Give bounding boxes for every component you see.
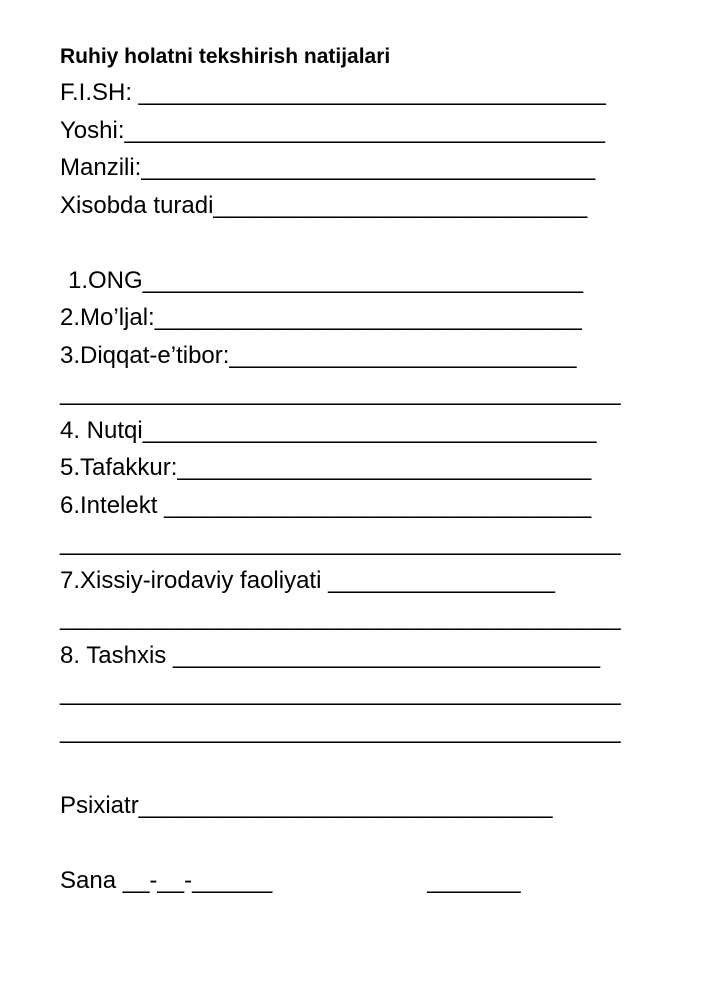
attention-field[interactable]: 3.Diqqat-e’tibor:__________________________: [60, 341, 577, 369]
diagnosis-continuation-line-1[interactable]: __________________________________________: [60, 679, 621, 706]
document-page: [60, 40, 660, 899]
emotional-continuation-line[interactable]: __________________________________________: [60, 604, 621, 631]
date-field[interactable]: Sana __-__-______: [60, 866, 273, 894]
signature-field[interactable]: _______: [427, 866, 521, 894]
diagnosis-continuation-line-2[interactable]: __________________________________________: [60, 716, 621, 744]
date-row: [60, 862, 660, 900]
attention-continuation-line[interactable]: __________________________________________: [60, 379, 621, 406]
psychiatrist-field[interactable]: Psixiatr_______________________________: [60, 791, 553, 819]
spacer: [60, 224, 660, 262]
intellect-field[interactable]: 6.Intelekt ________________________________: [60, 491, 592, 519]
address-field[interactable]: Manzili:__________________________________: [60, 154, 596, 181]
emotional-volitional-field[interactable]: 7.Xissiy-irodaviy faoliyati _________________: [60, 566, 555, 594]
diagnosis-field[interactable]: 8. Tashxis ________________________________: [60, 641, 601, 669]
fish-field[interactable]: F.I.SH: ___________________________________: [60, 79, 606, 106]
spacer: [60, 749, 660, 787]
thinking-field[interactable]: 5.Tafakkur:_______________________________: [60, 454, 592, 481]
intellect-continuation-line[interactable]: __________________________________________: [60, 529, 621, 556]
spacer: [60, 824, 660, 862]
orientation-field[interactable]: 2.Mo’ljal:________________________________: [60, 304, 582, 331]
speech-field[interactable]: 4. Nutqi__________________________________: [60, 416, 597, 444]
registered-field[interactable]: Xisobda turadi____________________________: [60, 191, 588, 219]
age-field[interactable]: Yoshi:____________________________________: [60, 116, 606, 144]
document-title: Ruhiy holatni tekshirish natijalari: [60, 45, 391, 68]
consciousness-field[interactable]: 1.ONG_________________________________: [68, 266, 584, 294]
